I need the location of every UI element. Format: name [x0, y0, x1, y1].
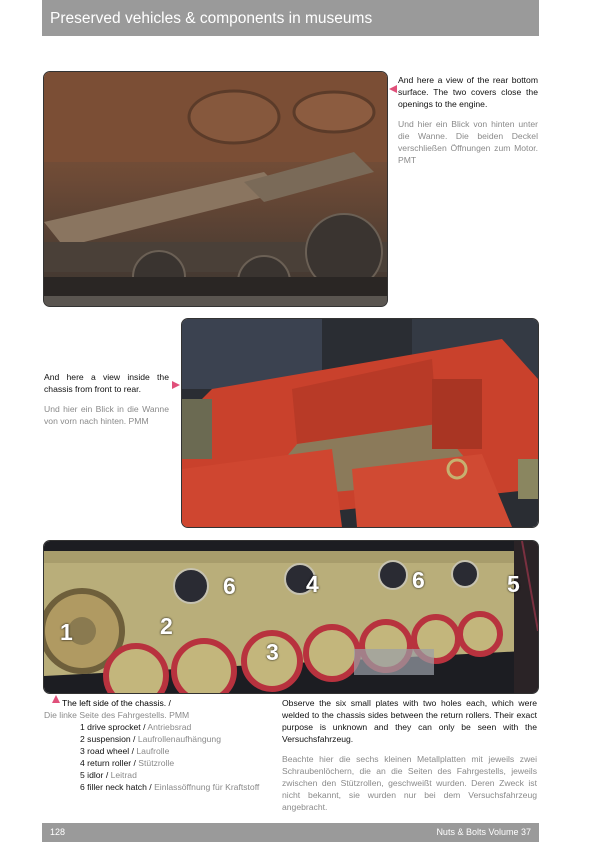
volume-label: Nuts & Bolts Volume 37	[436, 827, 531, 837]
photo-left-side	[43, 540, 539, 694]
label-6b: 6	[412, 567, 425, 593]
legend-item: 5 idlor / Leitrad	[80, 770, 137, 780]
legend-de: Stützrolle	[138, 758, 175, 768]
legend-item: 6 filler neck hatch / Einlassöffnung für Kraftstoff	[80, 782, 260, 792]
body-text	[282, 697, 537, 813]
body-text-de: Beachte hier die sechs kleinen Metallplatten mit jeweils zwei Schraubenlöchern, die an die Seiten des Fahrgestells, jeweils zwischen den Stützrollen, geschweißt wurden. Deren Zweck ist nicht bekannt, sie wurden nur bei dem Versuchsfahrzeug angebracht.	[282, 754, 537, 812]
label-6a: 6	[223, 573, 236, 599]
caption-photo1-de: Und hier ein Blick von hinten unter die Wanne. Die beiden Deckel verschließen Öffnungen zum Motor. PMT	[398, 119, 538, 165]
legend-de: Laufrollenaufhängung	[137, 734, 221, 744]
photo-chassis-interior	[181, 318, 539, 528]
legend-num: 3	[80, 746, 85, 756]
footer-bar	[42, 823, 539, 842]
caption-photo1	[398, 74, 538, 166]
photo-left-side-image	[44, 541, 538, 693]
legend-de: Laufrolle	[136, 746, 170, 756]
caption-photo3-de: Die linke Seite des Fahrgestells. PMM	[44, 710, 190, 720]
caption-photo2-de: Und hier ein Blick in die Wanne von vorn nach hinten. PMM	[44, 404, 169, 426]
legend-item: 2 suspension / Laufrollenaufhängung	[80, 734, 221, 744]
legend-en: idlor	[87, 770, 104, 780]
page-number: 128	[50, 827, 66, 837]
photo-rear-bottom	[43, 71, 388, 307]
label-4: 4	[306, 571, 319, 597]
caption-photo2	[44, 371, 169, 427]
legend-en: return roller	[87, 758, 132, 768]
header-bar	[42, 0, 539, 36]
page-title: Preserved vehicles & components in museums	[50, 10, 373, 27]
legend-de: Einlassöffnung für Kraftstoff	[154, 782, 260, 792]
legend-num: 4	[80, 758, 85, 768]
caption-photo1-en: And here a view of the rear bottom surface. The two covers close the openings to the engine.	[398, 75, 538, 109]
label-3: 3	[266, 639, 279, 665]
legend-num: 5	[80, 770, 85, 780]
legend-num: 2	[80, 734, 85, 744]
caption-photo3-en: The left side of the chassis. /	[62, 698, 171, 708]
label-2: 2	[160, 613, 173, 639]
legend-en: suspension	[87, 734, 131, 744]
pointer-photo2	[172, 381, 180, 389]
pointer-photo1	[389, 85, 397, 93]
legend-en: filler neck hatch	[87, 782, 147, 792]
legend-en: road wheel	[87, 746, 130, 756]
caption-photo2-en: And here a view inside the chassis from front to rear.	[44, 372, 169, 394]
body-text-en: Observe the six small plates with two holes each, which were welded to the chassis sides between the return rollers. Their exact purpose is unknown and they can only be seen with the Versuchsfahrzeug.	[282, 698, 537, 744]
legend-num: 1	[80, 722, 85, 732]
photo-chassis-interior-image	[182, 319, 538, 527]
legend-item: 4 return roller / Stützrolle	[80, 758, 175, 768]
legend-item: 3 road wheel / Laufrolle	[80, 746, 170, 756]
label-5: 5	[507, 571, 520, 597]
legend-en: drive sprocket	[87, 722, 141, 732]
legend-photo3	[44, 697, 274, 793]
legend-de: Leitrad	[110, 770, 137, 780]
legend-num: 6	[80, 782, 85, 792]
legend-item: 1 drive sprocket / Antriebsrad	[80, 722, 192, 732]
photo-rear-bottom-image	[44, 72, 387, 306]
legend-de: Antriebsrad	[147, 722, 192, 732]
label-1: 1	[60, 619, 73, 645]
